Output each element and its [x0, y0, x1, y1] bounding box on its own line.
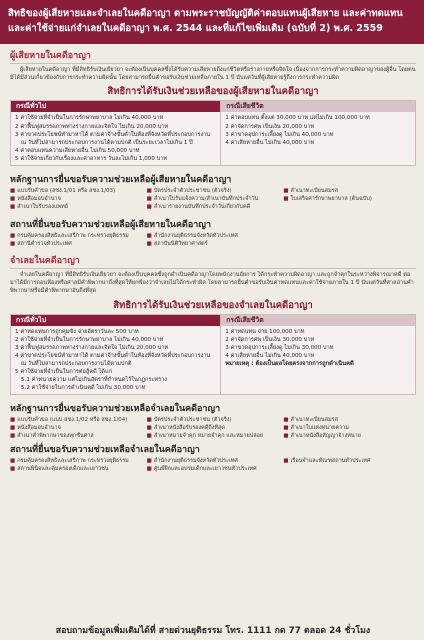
victim-death-column	[221, 101, 415, 165]
defendant-places-heading: สถานที่ยื่นขอรับความช่วยเหลือจำเลยในคดีอาญา	[10, 445, 200, 456]
defendant-places-grid	[10, 457, 416, 473]
victim-heading: ผู้เสียหายในคดีอาญา	[10, 50, 416, 64]
list-item: ■ สำเนาหนังสือรับรองคดีถึงที่สุด	[146, 425, 225, 432]
list-item: ■ หนังสือมอบอำนาจ	[10, 425, 61, 432]
list-item: ■ สำเนาใบแต่งทนายความ	[283, 425, 349, 432]
list-item: 1 ค่าทดแทนการถูกคุมขัง จ่ายอัตราวันละ 500 บาท	[15, 328, 139, 335]
victim-description: ผู้เสียหายในคดีอาญา ที่มีสิทธิรับเงินเยียวยา จะต้องเป็นบุคคลซึ่งได้รับความเสียหายถึงแก่ชีวิตหรือร่างกายหรือจิตใจ เนื่องจากการกระทำความผิดอาญาของผู้อื่น โดยตนมิได้มีส่วนเกี่ยวข้องกับการกระทำความผิดนั้น โดยสามารถยื่นคำขอรับเงินช่วยเหลือภายใน 1 ปี นับแต่วันที่ผู้เสียหายรู้ถึงการกระทำความผิด	[10, 67, 416, 82]
list-item: 1 ค่าใช้จ่ายที่จำเป็นในการรักษาพยาบาล ไม่เกิน 40,000 บาท	[15, 115, 164, 122]
victim-death-head: กรณีเสียชีวิต	[221, 101, 415, 112]
bullet-icon: ■	[10, 187, 16, 194]
list-item: ■ กรมคุ้มครองสิทธิและเสรีภาพ กระทรวงยุติธรรม	[10, 232, 129, 239]
victim-general-head: กรณีทั่วไป	[11, 101, 220, 112]
list-item: ■ กรมคุ้มครองสิทธิและเสรีภาพ กระทรวงยุติธรรม	[10, 458, 129, 465]
bullet-icon: ■	[10, 425, 16, 432]
list-item: ■ สำเนาใบรับรองแพทย์	[10, 203, 68, 210]
list-item: 1 ค่าทดแทน จ่าย 100,000 บาท	[225, 328, 305, 335]
list-item: ■ สถาบันนิติวิทยาศาสตร์	[146, 240, 208, 247]
bullet-icon: ■	[146, 203, 152, 210]
list-item: ■ สำเนารายงานบันทึกประจำวันเกี่ยวกับคดี	[146, 203, 251, 210]
bullet-icon: ■	[146, 417, 152, 424]
list-item: 5.2 ค่าใช้จ่ายในการดำเนินคดี ไม่เกิน 30,000 บาท	[21, 385, 146, 392]
list-item: ■ สำเนาทะเบียนสมรส	[283, 187, 338, 194]
hotline-footer: สอบถามข้อมูลเพิ่มเติมได้ที่ สายด่วนยุติธรรม โทร. 1111 กด 77 ตลอด 24 ชั่วโมง	[55, 626, 371, 636]
bullet-icon: ■	[10, 232, 16, 239]
defendant-general-column	[11, 315, 221, 395]
defendant-rights-box	[10, 314, 416, 396]
bullet-icon: ■	[146, 187, 152, 194]
victim-places-grid	[10, 232, 416, 248]
defendant-rights-title: สิทธิการได้รับเงินช่วยเหลือของจำเลยในคดีอาญา	[113, 299, 313, 311]
bullet-icon: ■	[10, 203, 16, 210]
list-item: 5.1 ค่าทนายความ แต่ไม่เกินอัตราที่กำหนดไว้ในกฎกระทรวง	[21, 377, 167, 384]
bullet-icon: ■	[283, 417, 289, 424]
bullet-icon: ■	[10, 240, 16, 247]
victim-rights-box	[10, 100, 416, 166]
victim-general-list	[11, 112, 220, 165]
bullet-icon: ■	[283, 425, 289, 432]
defendant-description: จำเลยในคดีอาญา ที่มีสิทธิรับเงินเยียวยา จะต้องเป็นบุคคลซึ่งถูกดำเนินคดีอาญาโดยพนักงานอัยการ ได้กระทำความผิดอาญา และถูกจำคุกในระหว่างพิจารณาคดี ต่อมาได้มีการถอนฟ้องหรือศาลมีคำพิพากษาถึงที่สุดให้ยกฟ้องว่าจำเลยไม่ได้กระทำผิด โดยสามารถยื่นคำขอรับเงินค่าทดแทนและค่าใช้จ่ายภายใน 1 ปี นับแต่วันที่ศาลอ่านคำพิพากษาหรือมีคำพิพากษาอันถึงที่สุด	[10, 271, 414, 295]
list-item: 2 ค่าฟื้นฟูสมรรถภาพทางร่างกายและจิตใจ ไม่เกิน 20,000 บาท	[15, 123, 169, 130]
bullet-icon: ■	[146, 466, 152, 473]
list-item: 2 ค่าจัดการศพ เป็นเงิน 20,000 บาท	[225, 123, 315, 130]
list-item: ■ สำเนาคำพิพากษาของทุกชั้นศาล	[10, 433, 94, 440]
list-item: ■ หนังสือมอบอำนาจ	[10, 195, 61, 202]
list-item: 3 ค่าขาดอุปการะเลี้ยงดู ไม่เกิน 30,000 บาท	[225, 344, 334, 351]
bullet-icon: ■	[283, 458, 289, 465]
defendant-general-head: กรณีทั่วไป	[11, 315, 220, 326]
list-item: ■ สำนักงานยุติธรรมจังหวัดทั่วประเทศ	[146, 232, 238, 239]
list-item: 4 ค่าเสียหายอื่น ไม่เกิน 40,000 บาท	[225, 352, 315, 359]
bullet-icon: ■	[10, 458, 16, 465]
defendant-death-head: กรณีเสียชีวิต	[221, 315, 415, 326]
list-item: ■ เรือนจำและทัณฑสถานทั่วประเทศ	[283, 458, 371, 465]
list-item: ■ บัตรประจำตัวประชาชน (ตัวจริง)	[146, 417, 232, 424]
bullet-icon: ■	[146, 433, 152, 440]
bullet-icon: ■	[10, 433, 16, 440]
victim-places-heading: สถานที่ยื่นขอรับความช่วยเหลือผู้เสียหายในคดีอาญา	[10, 219, 212, 230]
bullet-icon: ■	[10, 195, 16, 202]
victim-general-column	[11, 101, 221, 165]
bullet-icon: ■	[146, 425, 152, 432]
defendant-heading: จำเลยในคดีอาญา	[10, 255, 416, 269]
list-item: ■ สำนักงานยุติธรรมจังหวัดทั่วประเทศ	[146, 458, 238, 465]
list-item: 4 ค่าตอบแทนความเสียหายอื่น ไม่เกิน 50,000 บาท	[15, 147, 140, 154]
list-item: 3 ค่าขาดประโยชน์ทำมาหาได้ ตามค่าจ้างขั้นต่ำในท้องที่จังหวัดที่ประกอบการงาน ณ วันที่ไม่สามารถประกอบการงานได้ตามปกติ เป็นระยะเวลาไม่เกิน 1 ปี	[15, 131, 211, 146]
defendant-death-list	[221, 326, 415, 370]
bullet-icon: ■	[146, 232, 152, 239]
list-item: ■ สำเนาหมายจำคุก หมายจำคุก และหมายปล่อย	[146, 433, 264, 440]
list-item: 1 ค่าตอบแทน ตั้งแต่ 30,000 บาท แต่ไม่เกิน 100,000 บาท	[225, 115, 370, 122]
defendant-note: หมายเหตุ : ต้องเป็นผลโดยตรงจากการถูกดำเนินคดี	[225, 360, 354, 367]
defendant-docs-grid	[10, 416, 416, 440]
bullet-icon: ■	[283, 433, 289, 440]
list-item: ■ สถานีตำรวจทั่วประเทศ	[10, 240, 72, 247]
list-item: ■ แบบรับคำขอ (สชง.1/01 หรือ สชง.1/03)	[10, 187, 116, 194]
list-item: ■ สำเนาใบรับแจ้งความ/สำเนาบันทึกประจำวัน	[146, 195, 259, 202]
list-item: ■ สถานพินิจและคุ้มครองเด็กและเยาวชน	[10, 466, 109, 473]
list-item: ■ ใบเสร็จค่ารักษาพยาบาล (ต้นฉบับ)	[283, 195, 372, 202]
bullet-icon: ■	[146, 195, 152, 202]
victim-docs-heading: หลักฐานการยื่นขอรับความช่วยเหลือผู้เสียหายในคดีอาญา	[10, 174, 232, 185]
banner-line-2: และค่าใช้จ่ายแก่จำเลยในคดีอาญา พ.ศ. 2544 และที่แก้ไขเพิ่มเติม (ฉบับที่ 2) พ.ศ. 2559	[8, 23, 383, 34]
victim-death-list	[221, 112, 415, 148]
header-banner	[0, 0, 424, 44]
victim-rights-title: สิทธิการได้รับเงินช่วยเหลือของผู้เสียหายในคดีอาญา	[107, 86, 319, 98]
list-item: 2 ค่าจัดการศพ เป็นเงิน 30,000 บาท	[225, 336, 315, 343]
list-item: 4 ค่าเสียหายอื่น ไม่เกิน 40,000 บาท	[225, 139, 315, 146]
list-item: 4 ค่าขาดประโยชน์ทำมาหาได้ ตามค่าจ้างขั้นต่ำในท้องที่จังหวัดที่ประกอบการงาน ณ วันที่ไม่สามารถประกอบการงานได้ตามปกติ	[15, 352, 211, 367]
bullet-icon: ■	[10, 417, 16, 424]
bullet-icon: ■	[283, 195, 289, 202]
bullet-icon: ■	[146, 458, 152, 465]
defendant-docs-heading: หลักฐานการยื่นขอรับความช่วยเหลือจำเลยในคดีอาญา	[10, 404, 221, 415]
list-item: 3 ค่าฟื้นฟูสมรรถภาพทางร่างกายและจิตใจ ไม่เกิน 20,000 บาท	[15, 344, 169, 351]
list-item: 3 ค่าขาดอุปการะเลี้ยงดู ไม่เกิน 40,000 บาท	[225, 131, 334, 138]
bullet-icon: ■	[146, 240, 152, 247]
bullet-icon: ■	[10, 466, 16, 473]
list-item: ■ สำเนาหนังสือสัญญาจ้างทนาย	[283, 433, 361, 440]
defendant-death-column	[221, 315, 415, 395]
list-item: ■ ศูนย์ฝึกและอบรมเด็กและเยาวชนทั่วประเทศ	[146, 466, 257, 473]
victim-docs-grid	[10, 187, 416, 211]
list-item: 5 ค่าใช้จ่ายเกี่ยวกับเรื่องและค่าอาหาร วันละไม่เกิน 1,000 บาท	[15, 155, 168, 162]
defendant-general-list	[11, 326, 220, 395]
list-item: ■ บัตรประจำตัวประชาชน (ตัวจริง)	[146, 187, 232, 194]
list-item: 2 ค่าใช้จ่ายที่จำเป็นในการรักษาพยาบาล ไม่เกิน 40,000 บาท	[15, 336, 164, 343]
list-item: ■ สำเนาทะเบียนสมรส	[283, 417, 338, 424]
list-item	[283, 232, 416, 240]
bullet-icon: ■	[283, 187, 289, 194]
banner-line-1: สิทธิของผู้เสียหายและจำเลยในคดีอาญา ตามพระราชบัญญัติค่าตอบแทนผู้เสียหาย และค่าทดแทน	[8, 8, 403, 19]
list-item: 5 ค่าใช้จ่ายที่จำเป็นในการต่อสู้คดี ได้แก่	[15, 369, 112, 376]
content-area	[0, 44, 424, 473]
list-item: ■ แบบรับคำขอ (แบบ สชง.1/02 หรือ สชง.1/04)	[10, 417, 128, 424]
